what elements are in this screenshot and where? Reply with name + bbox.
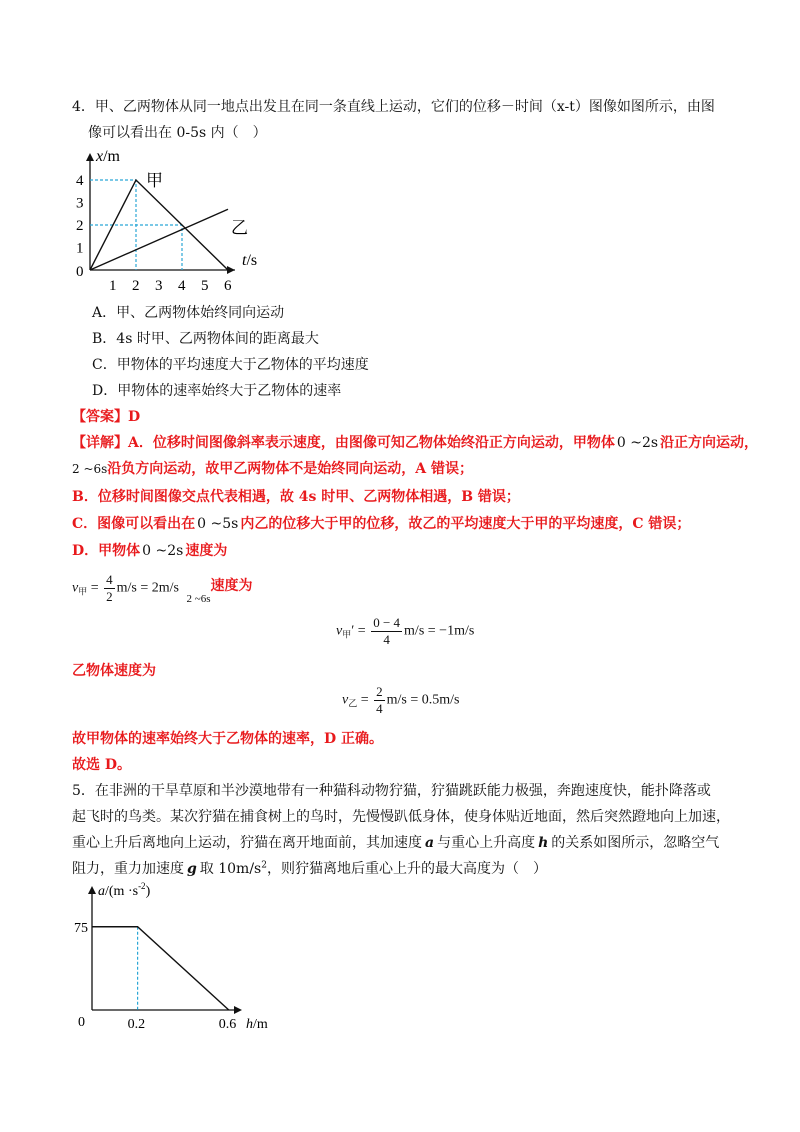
equation-v-yi: $v_乙$ = $\frac{2}{4}$ m/s = 0.5m/s bbox=[342, 684, 460, 716]
q5-line4c: ，则狞猫离地后重心上升的最大高度为（ ） bbox=[266, 861, 547, 877]
x-tick-label: 4 bbox=[178, 278, 186, 294]
detail-d bbox=[72, 540, 227, 560]
eq3-rest: m/s = 0.5m/s bbox=[386, 692, 460, 708]
detail-c bbox=[72, 513, 690, 533]
x-tick-label: 2 bbox=[132, 278, 140, 294]
y-axis-label: $a/(m \cdot s^{-2})$ bbox=[98, 881, 151, 899]
x-tick-label: 0.6 bbox=[218, 1017, 237, 1032]
q5-line4a: 阻力，重力加速度 bbox=[72, 861, 184, 877]
detail-d-text1: D．甲物体 bbox=[72, 543, 141, 559]
y-tick-label: 1 bbox=[76, 240, 84, 257]
q5-line3 bbox=[72, 832, 719, 852]
xt-chart bbox=[60, 145, 280, 295]
y-tick-label: 2 bbox=[76, 218, 84, 234]
eq1-after: 速度为 bbox=[210, 578, 253, 594]
y-tick-label: 3 bbox=[76, 195, 84, 212]
equation-v-jia-prime: $v_甲'$ = $\frac{0 - 4}{4}$ m/s = −1m/s bbox=[336, 615, 475, 647]
eq1-rest: m/s = 2m/s bbox=[116, 580, 179, 596]
yi-speed-label: 乙物体速度为 bbox=[72, 663, 156, 679]
equation-v-jia: $v_甲$ = $\frac{4}{2}$ m/s = 2m/s $_{2 \sim 6s}$速度为 bbox=[72, 572, 253, 605]
range-0-2s: 0 ~2s bbox=[616, 435, 659, 451]
q5-line4 bbox=[72, 858, 547, 878]
y-tick-label: 4 bbox=[76, 173, 84, 189]
series-line-0 bbox=[92, 927, 229, 1010]
y-axis-label: x/m bbox=[96, 148, 120, 165]
detail-tag: 【详解】 bbox=[72, 435, 128, 451]
y-axis-arrow bbox=[88, 886, 96, 894]
conclusion: 故甲物体的速率始终大于乙物体的速率，D 正确。 bbox=[72, 731, 384, 747]
origin-label: 0 bbox=[76, 264, 84, 280]
eq1-sub: 甲 bbox=[78, 586, 88, 597]
series-label-jia: 甲 bbox=[146, 171, 163, 190]
answer-line bbox=[72, 406, 140, 426]
final-answer: 故选 D。 bbox=[72, 757, 132, 773]
q5-line3c: 的关系如图所示，忽略空气 bbox=[551, 835, 720, 851]
q5-line4-sup: 2 bbox=[261, 860, 267, 871]
x-axis-label: t/s bbox=[242, 252, 258, 269]
eq1-range-2-6s: 2 ~6s bbox=[186, 592, 211, 605]
q5-line1: 5．在非洲的干旱草原和半沙漠地带有一种猫科动物狞猫，狞猫跳跃能力极强，奔跑速度快，能扑降落或 bbox=[72, 783, 711, 799]
eq3-sub: 乙 bbox=[348, 698, 358, 709]
x-tick-label: 5 bbox=[201, 278, 209, 294]
answer-tag: 【答案】 bbox=[72, 409, 128, 425]
q5-var-a: a bbox=[425, 835, 435, 851]
q5-line3a: 重心上升后离地向上运动，狞猫在离开地面前，其加速度 bbox=[72, 835, 422, 851]
q4-stem-line1: 4．甲、乙两物体从同一地点出发且在同一条直线上运动，它们的位移－时间（x-t）图像如图所示，由图 bbox=[72, 99, 715, 115]
range-0-5s: 0 ~5s bbox=[197, 516, 239, 532]
q4-option-a: A．甲、乙两物体始终同向运动 bbox=[92, 305, 285, 321]
eq3-fraction bbox=[374, 684, 385, 717]
eq3-num: 2 bbox=[376, 684, 383, 699]
detail-c-text2: 内乙的位移大于甲的位移，故乙的平均速度大于甲的平均速度，C 错误； bbox=[240, 516, 691, 532]
detail-b: B．位移时间图像交点代表相遇，故 4s 时甲、乙两物体相遇，B 错误； bbox=[72, 489, 520, 505]
detail-a-text3: 沿负方向运动，故甲乙两物体不是始终同向运动，A 错误； bbox=[107, 461, 474, 477]
y-tick-label: 75 bbox=[74, 920, 88, 936]
q5-line2: 起飞时的鸟类。某次狞猫在捕食树上的鸟时，先慢慢趴低身体，使身体贴近地面，然后突然蹬地向上加速， bbox=[72, 809, 730, 825]
x-axis-arrow bbox=[227, 266, 235, 274]
eq3-den: 4 bbox=[376, 701, 383, 716]
x-tick-label: 6 bbox=[224, 278, 232, 294]
ah-chart bbox=[70, 878, 300, 1038]
q5-line3b: 与重心上升高度 bbox=[437, 835, 536, 851]
q5-line4b: 取 10m/s bbox=[199, 861, 262, 877]
eq2-sub: 甲 bbox=[342, 629, 352, 640]
y-axis-arrow bbox=[86, 153, 94, 161]
q5-var-h: h bbox=[538, 835, 549, 851]
eq1-v: v bbox=[72, 580, 79, 596]
x-axis-arrow bbox=[234, 1006, 242, 1014]
detail-d-text2: 速度为 bbox=[185, 543, 228, 559]
q4-option-c: C．甲物体的平均速度大于乙物体的平均速度 bbox=[92, 357, 369, 373]
q5-var-g: g bbox=[187, 861, 197, 877]
origin-label: 0 bbox=[78, 1015, 85, 1030]
series-line-1 bbox=[90, 209, 228, 270]
q4-option-d: D．甲物体的速率始终大于乙物体的速率 bbox=[92, 383, 342, 399]
series-label-yi: 乙 bbox=[231, 218, 248, 238]
eq2-fraction bbox=[371, 615, 402, 648]
x-tick-label: 3 bbox=[155, 278, 163, 294]
eq2-rest: m/s = −1m/s bbox=[404, 623, 475, 639]
detail-c-text1: C．图像可以看出在 bbox=[72, 516, 196, 532]
eq1-den: 2 bbox=[106, 589, 113, 604]
x-axis-label: h/m bbox=[246, 1017, 268, 1032]
detail-a-line1 bbox=[72, 432, 758, 452]
detail-a-line2 bbox=[72, 458, 473, 478]
answer-value: D bbox=[128, 409, 141, 425]
detail-a-text1: A．位移时间图像斜率表示速度，由图像可知乙物体始终沿正方向运动，甲物体 bbox=[128, 435, 615, 451]
q4-stem-line2: 像可以看出在 0-5s 内（ ） bbox=[88, 125, 267, 141]
eq1-fraction bbox=[104, 572, 115, 605]
x-tick-label: 0.2 bbox=[127, 1017, 146, 1032]
eq1-num: 4 bbox=[106, 572, 113, 587]
eq2-den: 4 bbox=[383, 632, 390, 647]
detail-a-text2: 沿正方向运动， bbox=[660, 435, 759, 451]
range-0-2s-d: 0 ~2s bbox=[142, 543, 184, 559]
eq2-num: 0 − 4 bbox=[373, 615, 401, 630]
x-tick-label: 1 bbox=[109, 278, 117, 294]
q4-option-b: B．4s 时甲、乙两物体间的距离最大 bbox=[92, 331, 319, 347]
range-2-6s: 2 ~6s bbox=[72, 462, 108, 476]
